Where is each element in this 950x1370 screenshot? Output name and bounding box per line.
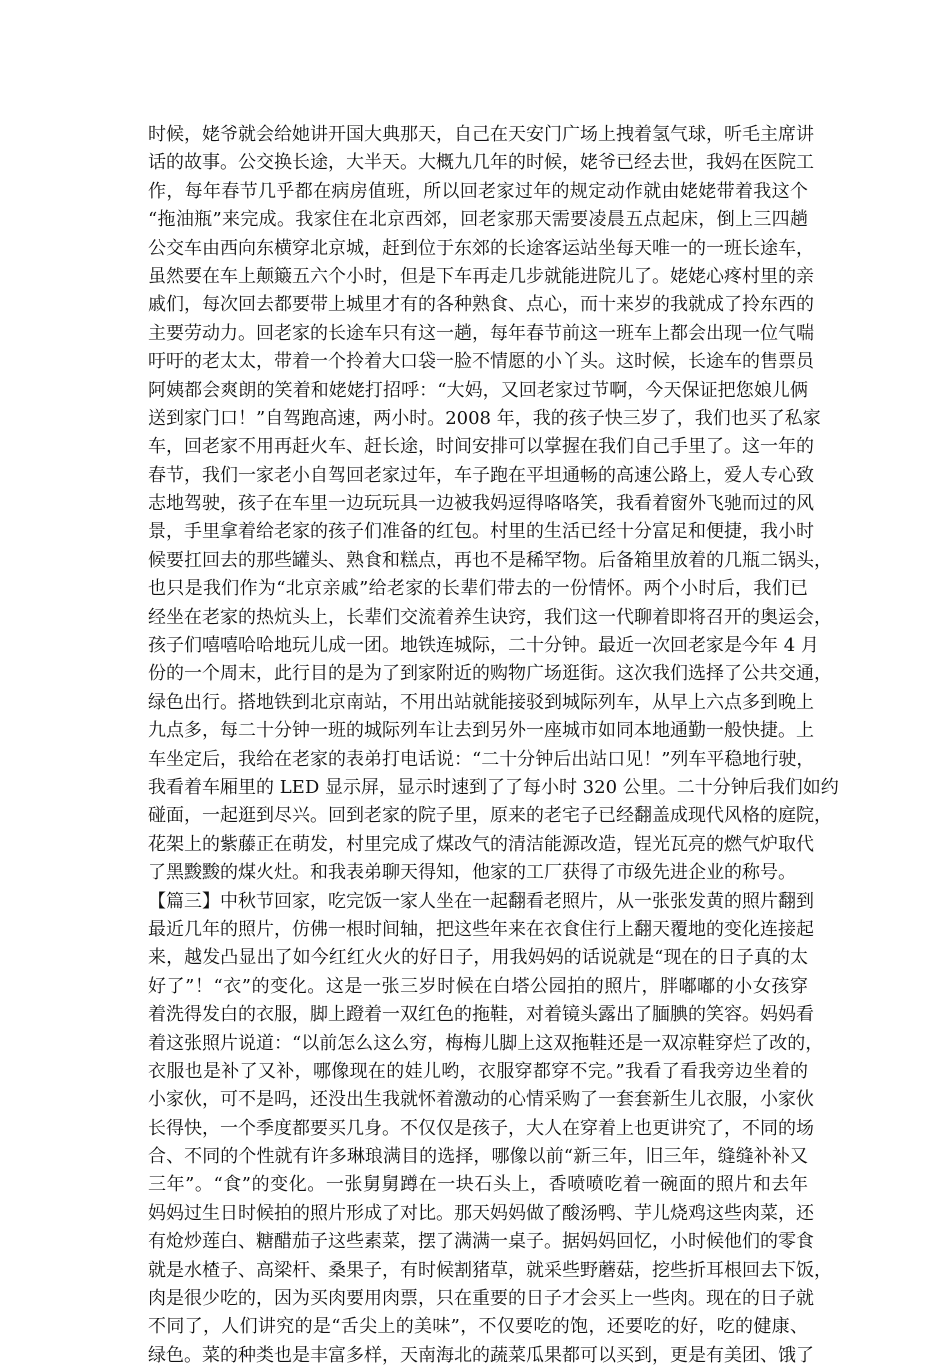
text-line: 小家伙，可不是吗，还没出生我就怀着激动的心情采购了一套套新生儿衣服，小家伙 bbox=[148, 1089, 814, 1111]
text-line: 主要劳动力。回老家的长途车只有这一趟，每年春节前这一班车上都会出现一位气喘 bbox=[148, 322, 814, 344]
text-line: 虽然要在车上颠簸五六个小时，但是下车再走几步就能进院儿了。姥姥心疼村里的亲 bbox=[148, 265, 814, 287]
text-line: 春节，我们一家老小自驾回老家过年，车子跑在平坦通畅的高速公路上，爱人专心致 bbox=[148, 464, 814, 486]
text-line: 三年”。“食”的变化。一张舅舅蹲在一块石头上，香喷喷吃着一碗面的照片和去年 bbox=[148, 1174, 808, 1196]
text-line: 衣服也是补了又补，哪像现在的娃儿哟，衣服穿都穿不完。”我看了看我旁边坐着的 bbox=[148, 1060, 808, 1082]
text-line: 孩子们嘻嘻哈哈地玩儿成一团。地铁连城际，二十分钟。最近一次回老家是今年 4 月 bbox=[148, 635, 819, 657]
text-line: 长得快，一个季度都要买几身。不仅仅是孩子，大人在穿着上也更讲究了，不同的场 bbox=[148, 1117, 814, 1139]
text-line: 车，回老家不用再赶火车、赶长途，时间安排可以掌握在我们自己手里了。这一年的 bbox=[148, 436, 814, 458]
text-line: “拖油瓶”来完成。我家住在北京西郊，回老家那天需要凌晨五点起床，倒上三四趟 bbox=[148, 209, 808, 231]
text-line: 九点多，每二十分钟一班的城际列车让去到另外一座城市如同本地通勤一般快捷。上 bbox=[148, 720, 814, 742]
text-line: 也只是我们作为“北京亲戚”给老家的长辈们带去的一份情怀。两个小时后，我们已 bbox=[148, 578, 808, 600]
text-line: 景，手里拿着给老家的孩子们准备的红包。村里的生活已经十分富足和便捷，我小时 bbox=[148, 521, 814, 543]
text-line: 送到家门口！”自驾跑高速，两小时。2008 年，我的孩子快三岁了，我们也买了私家 bbox=[148, 407, 821, 429]
text-line: 不同了，人们讲究的是“舌尖上的美味”，不仅要吃的饱，还要吃的好，吃的健康、 bbox=[148, 1316, 808, 1338]
text-line: 最近几年的照片，仿佛一根时间轴，把这些年来在衣食住行上翻天覆地的变化连接起 bbox=[148, 918, 814, 940]
text-line: 志地驾驶，孩子在车里一边玩玩具一边被我妈逗得咯咯笑，我看着窗外飞驰而过的风 bbox=[148, 493, 814, 515]
text-line: 绿色出行。搭地铁到北京南站，不用出站就能接驳到城际列车，从早上六点多到晚上 bbox=[148, 691, 814, 713]
text-line: 着这张照片说道：“以前怎么这么穷，梅梅儿脚上这双拖鞋还是一双凉鞋穿烂了改的， bbox=[148, 1032, 824, 1054]
text-line: 车坐定后，我给在老家的表弟打电话说：“二十分钟后出站口见！”列车平稳地行驶， bbox=[148, 748, 815, 770]
text-line: 合、不同的个性就有许多琳琅满目的选择，哪像以前“新三年，旧三年，缝缝补补又 bbox=[148, 1146, 808, 1168]
text-line: 经坐在老家的热炕头上，长辈们交流着养生诀窍，我们这一代聊着即将召开的奥运会， bbox=[148, 606, 832, 628]
text-line: 好了”！“衣”的变化。这是一张三岁时候在白塔公园拍的照片，胖嘟嘟的小女孩穿 bbox=[148, 975, 808, 997]
text-line: 绿色。菜的种类也是丰富多样，天南海北的蔬菜瓜果都可以买到，更是有美团、饿了 bbox=[148, 1344, 814, 1366]
text-line: 公交车由西向东横穿北京城，赶到位于东郊的长途客运站坐每天唯一的一班长途车， bbox=[148, 237, 814, 259]
text-line: 着洗得发白的衣服，脚上蹬着一双红色的拖鞋，对着镜头露出了腼腆的笑容。妈妈看 bbox=[148, 1004, 814, 1026]
text-line: 时候，姥爷就会给她讲开国大典那天，自己在天安门广场上拽着氢气球，听毛主席讲 bbox=[148, 124, 814, 145]
text-line: 作，每年春节几乎都在病房值班，所以回老家过年的规定动作就由姥姥带着我这个 bbox=[148, 180, 808, 202]
text-line: 花架上的紫藤正在萌发，村里完成了煤改气的清洁能源改造，锃光瓦亮的燃气炉取代 bbox=[148, 833, 814, 855]
text-line: 来，越发凸显出了如今红红火火的好日子，用我妈妈的话说就是“现在的日子真的太 bbox=[148, 947, 808, 969]
text-line: 了黑黢黢的煤火灶。和我表弟聊天得知，他家的工厂获得了市级先进企业的称号。 bbox=[148, 862, 796, 884]
text-line: 肉是很少吃的，因为买肉要用肉票，只在重要的日子才会买上一些肉。现在的日子就 bbox=[148, 1288, 814, 1310]
text-line: 【篇三】中秋节回家，吃完饭一家人坐在一起翻看老照片，从一张张发黄的照片翻到 bbox=[148, 890, 814, 912]
text-line: 就是水楂子、高梁杆、桑果子，有时候割猪草，就采些野蘑菇，挖些折耳根回去下饭， bbox=[148, 1259, 832, 1281]
text-line: 戚们，每次回去都要带上城里才有的各种熟食、点心，而十来岁的我就成了拎东西的 bbox=[148, 294, 814, 316]
body-text bbox=[148, 121, 839, 1370]
text-line: 吁吁的老太太，带着一个拎着大口袋一脸不情愿的小丫头。这时候，长途车的售票员 bbox=[148, 351, 814, 373]
text-line: 候要扛回去的那些罐头、熟食和糕点，再也不是稀罕物。后备箱里放着的几瓶二锅头， bbox=[148, 549, 832, 571]
text-line: 有炝炒莲白、糖醋茄子这些素菜，摆了满满一桌子。据妈妈回忆，小时候他们的零食 bbox=[148, 1231, 814, 1253]
text-line: 阿姨都会爽朗的笑着和姥姥打招呼：“大妈，又回老家过节啊，今天保证把您娘儿俩 bbox=[148, 379, 808, 401]
text-line: 份的一个周末，此行目的是为了到家附近的购物广场逛街。这次我们选择了公共交通， bbox=[148, 663, 832, 685]
text-line: 话的故事。公交换长途，大半天。大概九几年的时候，姥爷已经去世，我妈在医院工 bbox=[148, 152, 814, 174]
text-line: 妈妈过生日时候拍的照片形成了对比。那天妈妈做了酸汤鸭、芋儿烧鸡这些肉菜，还 bbox=[148, 1202, 814, 1224]
text-line: 碰面，一起逛到尽兴。回到老家的院子里，原来的老宅子已经翻盖成现代风格的庭院， bbox=[148, 805, 832, 827]
text-line: 我看着车厢里的 LED 显示屏，显示时速到了了每小时 320 公里。二十分钟后我们如约 bbox=[148, 776, 839, 798]
